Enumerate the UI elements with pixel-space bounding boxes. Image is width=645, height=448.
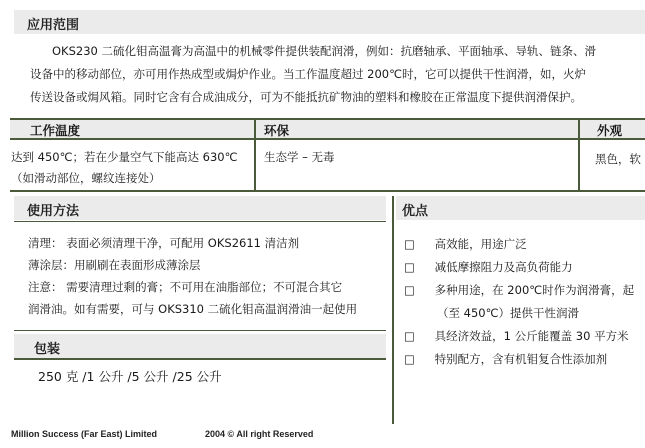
checkbox-icon: □ (404, 237, 415, 251)
usage-line-2: 薄涂层：用刷刷在表面形成薄涂层 (28, 258, 201, 272)
application-header (14, 10, 645, 34)
application-heading: 应用范围 (27, 18, 80, 33)
advantage-text: 多种用途，在 200℃时作为润滑膏，起 (434, 283, 635, 297)
advantage-item-5 (404, 351, 607, 367)
application-line-2: 设备中的移动部位，亦可用作热成型或焗炉作业。当工作温度超过 200℃时，它可以提供干性润滑，如，火炉 (30, 67, 587, 81)
properties-header-band (10, 120, 645, 138)
packaging-value: 250 克 /1 公升 /5 公升 /25 公升 (38, 369, 222, 384)
usage-header-rule (14, 221, 386, 222)
advantage-text: 特别配方，含有机钼复合性添加剂 (434, 352, 608, 366)
usage-line-1: 清理： 表面必须清理干净，可配用 OKS2611 清洁剂 (28, 236, 300, 250)
table-header-rule (10, 138, 645, 140)
environment-heading: 环保 (264, 123, 290, 138)
usage-heading: 使用方法 (27, 204, 80, 219)
usage-line-4: 润滑油。如有需要，可与 OKS310 二硫化钼高温润滑油一起使用 (28, 302, 358, 316)
checkbox-icon: □ (404, 260, 415, 274)
advantage-item-4 (404, 328, 629, 344)
checkbox-icon: □ (404, 352, 415, 366)
advantage-text: 减低摩擦阻力及高负荷能力 (434, 260, 573, 274)
col-divider-2 (578, 118, 580, 192)
advantage-text: 具经济效益，1 公斤能覆盖 30 平方米 (434, 329, 629, 343)
packaging-header-rule (14, 358, 386, 360)
col-divider-1 (254, 118, 256, 192)
advantage-item-1 (404, 236, 527, 252)
footer-company: Million Success (Far East) Limited (11, 429, 158, 439)
temperature-line-1: 达到 450℃；若在少量空气下能高达 630℃ (11, 150, 238, 164)
checkbox-icon: □ (404, 283, 415, 297)
appearance-heading: 外观 (597, 123, 623, 138)
packaging-heading: 包装 (34, 342, 61, 357)
advantage-text: （至 450℃）提供干性润滑 (437, 306, 580, 320)
application-line-1: OKS230 二硫化钼高温膏为高温中的机械零件提供装配润滑，例如：抗磨轴承、平面轴承、导轨、链条、滑 (52, 44, 596, 58)
advantage-item-3 (404, 282, 634, 298)
environment-value: 生态学 – 无毒 (264, 150, 335, 164)
temperature-line-2: （如滑动部位，螺纹连接处） (11, 171, 161, 185)
usage-line-3: 注意： 需要清理过剩的膏；不可用在油脂部位；不可混合其它 (28, 280, 343, 294)
checkbox-icon: □ (404, 329, 415, 343)
temperature-heading: 工作温度 (30, 123, 81, 138)
advantages-heading: 优点 (402, 204, 429, 219)
advantage-item-3-cont (437, 305, 579, 321)
footer-copyright: 2004 © All right Reserved (205, 429, 314, 439)
appearance-value: 黑色，软 (595, 152, 641, 166)
advantage-item-2 (404, 259, 573, 275)
advantage-text: 高效能，用途广泛 (434, 237, 527, 251)
usage-advantages-divider (392, 196, 394, 424)
packaging-top-rule (14, 330, 386, 331)
application-line-3: 传送设备或焗风箱。同时它含有合成油成分，可为不能抵抗矿物油的塑料和橡胶在正常温度下提供润滑保护。 (30, 90, 582, 104)
usage-header (14, 196, 386, 220)
packaging-header (14, 334, 386, 358)
advantages-header (396, 196, 645, 220)
table-bottom-rule (10, 190, 645, 192)
